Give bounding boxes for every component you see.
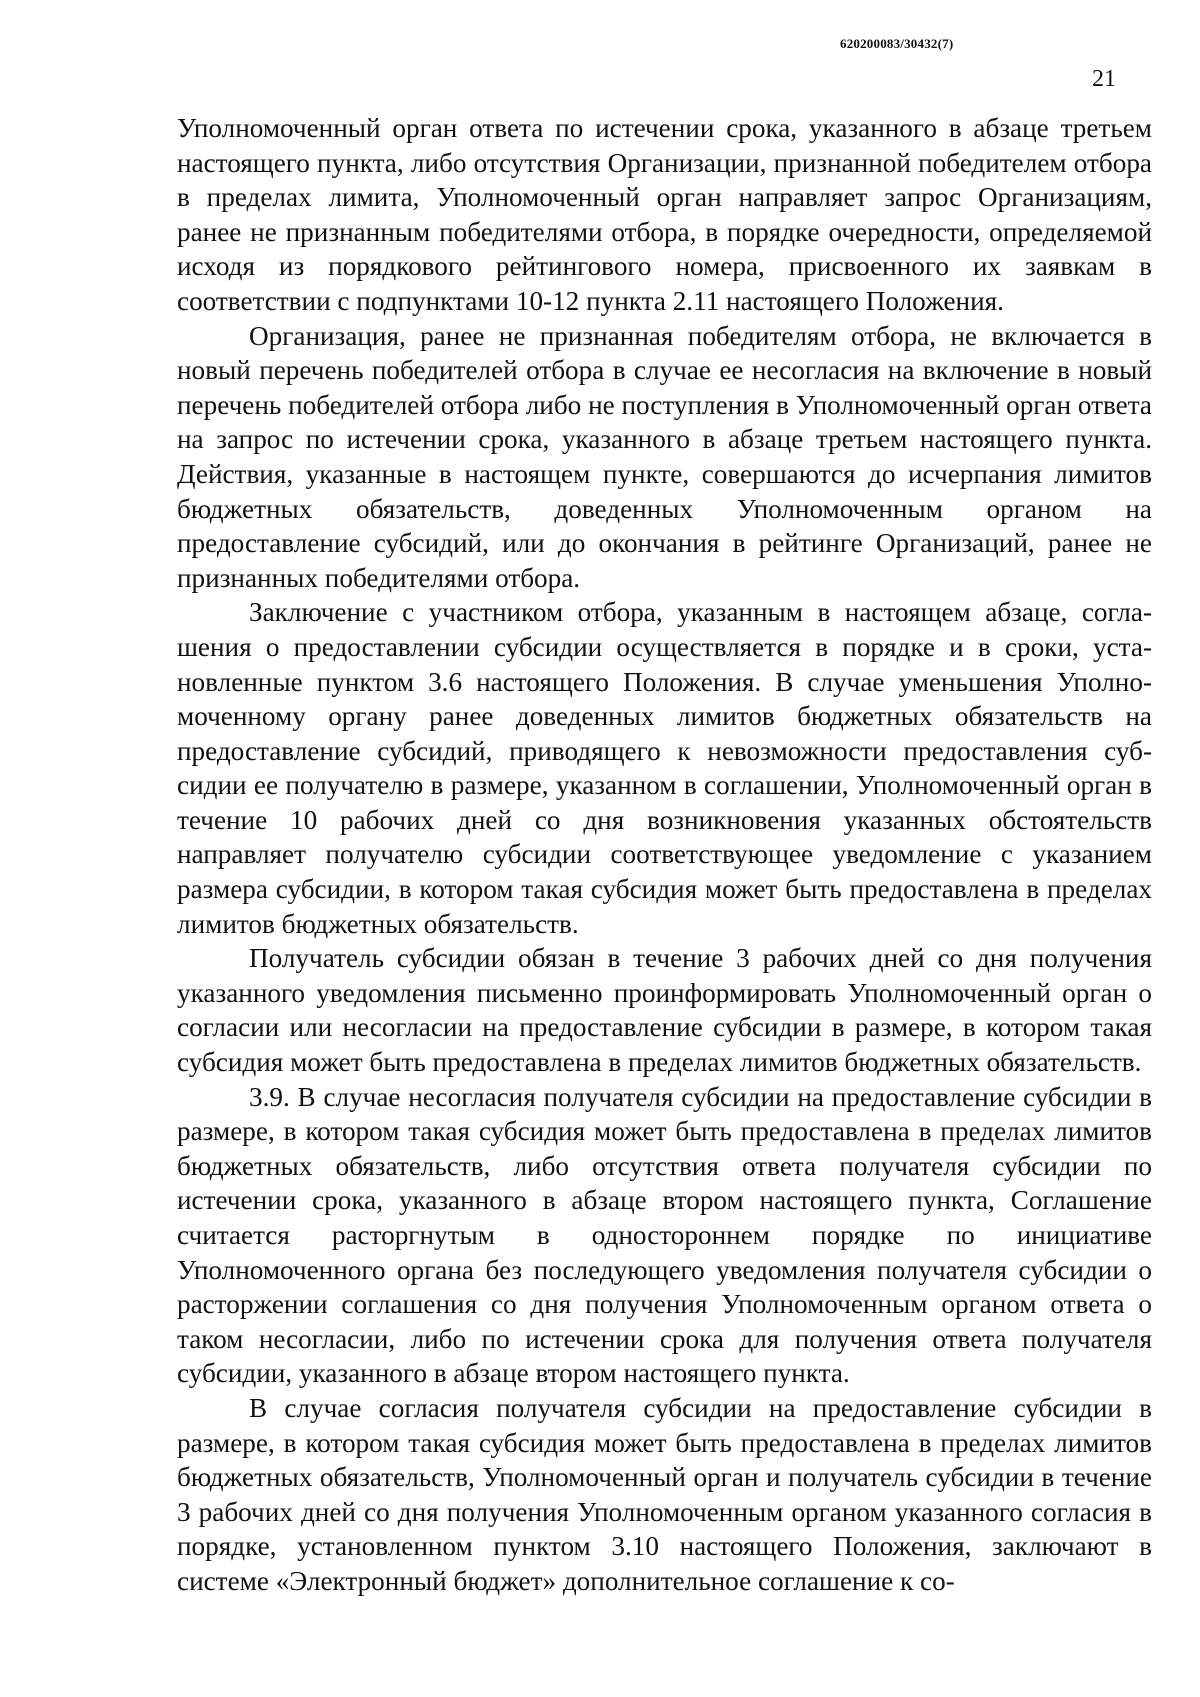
- page-number: 21: [1092, 66, 1116, 92]
- paragraph-4: Получатель субсидии обязан в течение 3 рабочих дней со дня получения указанного уведомления письменно проинформировать Уполномоченный орган о согласии или несогласии на предоставление субсидии в размере, в котором такая субсидия может быть предоставлена в пределах лимитов бюджетных обязательств.: [177, 943, 1152, 1078]
- paragraph-5: 3.9. В случае несогласия получателя субсидии на предоставление субсидии в размере, в котором такая субсидия может быть предоставлена в пределах лимитов бюджетных обязательств, либо отсутствия ответа получателя субсидии по истечении срока, указанного в абзаце втором настоящего пункта, Соглашение считается расторгнутым в одностороннем порядке по инициативе Уполномоченного органа без последующего уведомления получателя субсидии о расторжении соглашения со дня получения Уполномоченным органом ответа о таком несогласии, либо по истечении срока для получения ответа получателя субсидии, указанного в абзаце втором настоящего пункта.: [177, 1081, 1152, 1389]
- paragraph-2: Организация, ранее не признанная победителям отбора, не включается в новый перечень победителей отбора в случае ее несогласия на включение в новый перечень победителей отбора либо не поступления в Уполномоченный орган ответа на запрос по истечении срока, указанного в абзаце третьем настоящего пункта. Действия, указанные в настоящем пункте, совершаются до исчерпания лимитов бюджетных обязательств, доведенных Уполномоченным органом на предоставление субсидий, или до окончания в рейтинге Организаций, ранее не признанных победителями отбора.: [177, 320, 1152, 593]
- paragraph-6: В случае согласия получателя субсидии на предоставление субсидии в размере, в котором такая субсидия может быть предоставлена в пределах лимитов бюджетных обязательств, Уполномоченный орган и получатель субсидии в течение 3 рабочих дней со дня получения Уполномоченным органом указанного согласия в порядке, установленном пунктом 3.10 настоящего Положения, заключают в системе «Электронный бюджет» дополнительное соглашение к со-: [177, 1392, 1152, 1596]
- paragraph-3: Заключение с участником отбора, указанным в настоящем абзаце, соглашения о предоставлении субсидии осуществляется в порядке и в сроки, установленные пунктом 3.6 настоящего Положения. В случае уменьшения Уполномоченному органу ранее доведенных лимитов бюджетных обязательств на предоставление субсидий, приводящего к невозможности предоставления субсидии ее получателю в размере, указанном в соглашении, Уполномоченный орган в течение 10 рабочих дней со дня возникновения указанных обстоятельств направляет получателю субсидии соответствующее уведомление с указанием размера субсидии, в котором такая субсидия может быть предоставлена в пределах лимитов бюджетных обязательств.: [177, 597, 1152, 939]
- document-code: 620200083/30432(7): [840, 36, 954, 51]
- document-body: [177, 111, 1152, 1599]
- paragraph-1: Уполномоченный орган ответа по истечении срока, указанного в абзаце третьем настоящего пункта, либо отсутствия Организации, признанной победителем отбора в пределах лимита, Уполномоченный орган направляет запрос Организациям, ранее не признанным победителями отбора, в порядке очередности, определяемой исходя из порядкового рейтингового номера, присвоенного их заявкам в соответствии с подпунктами 10-12 пункта 2.11 настоящего Положения.: [177, 113, 1152, 316]
